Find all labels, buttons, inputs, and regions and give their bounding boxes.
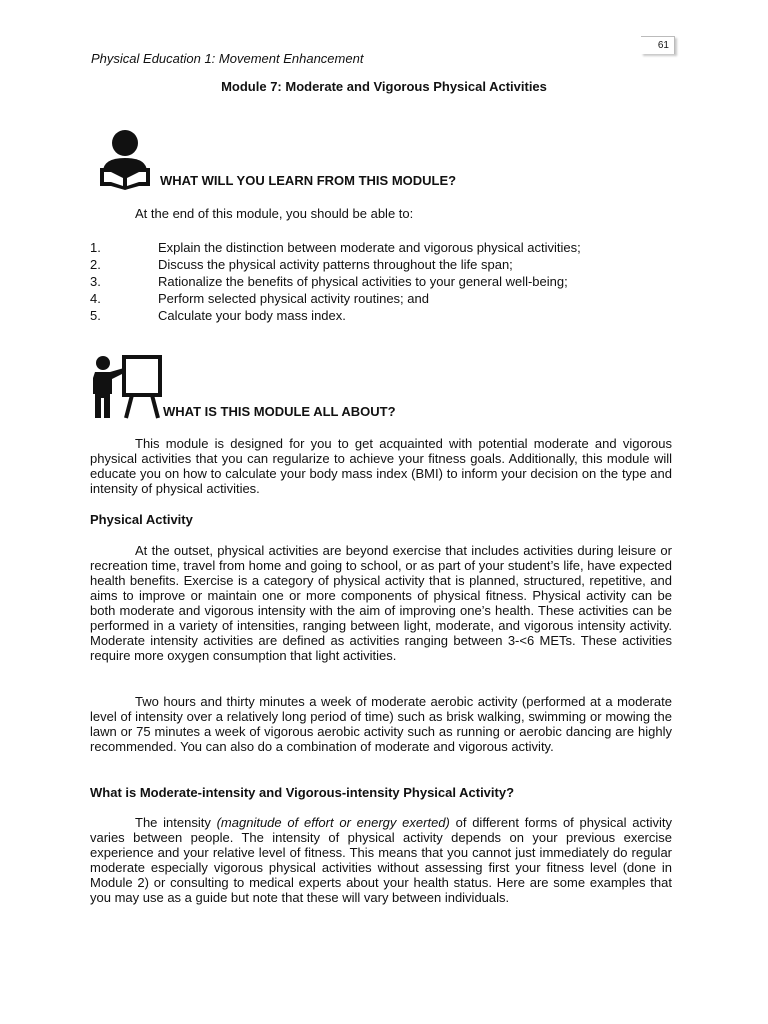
list-text: Perform selected physical activity routines; and bbox=[158, 291, 429, 306]
list-text: Calculate your body mass index. bbox=[158, 308, 346, 323]
list-text: Rationalize the benefits of physical activities to your general well-being; bbox=[158, 274, 568, 289]
list-item bbox=[90, 307, 670, 324]
section2-heading: WHAT IS THIS MODULE ALL ABOUT? bbox=[163, 404, 396, 419]
physical-activity-heading: Physical Activity bbox=[90, 512, 193, 527]
list-number: 4. bbox=[90, 291, 101, 306]
list-number: 2. bbox=[90, 257, 101, 272]
intensity-text-rest: of different forms of physical activity varies between people. The intensity of physical activity depends on your previous exercise experience and your relative level of fitness. This means that you cannot just immediately do regular moderate especially vigorous physical activities without assessing first your fitness level (done in Module 2) or consulting to medical experts about your health status. Here are some examples that you may use as a guide but note that these will vary between individuals. bbox=[90, 815, 672, 905]
intensity-heading: What is Moderate-intensity and Vigorous-intensity Physical Activity? bbox=[90, 785, 515, 800]
list-text: Explain the distinction between moderate and vigorous physical activities; bbox=[158, 240, 581, 255]
list-item bbox=[90, 239, 670, 256]
physical-activity-paragraph-1: At the outset, physical activities are beyond exercise that includes activities during leisure or recreation time, travel from home and going to school, or as part of your student’s life, have expected health benefits. Exercise is a category of physical activity that is planned, structured, repetitive, and aims to improve or maintain one or more components of physical fitness. Physical activity can be both moderate and vigorous intensity with the aim of improving one’s health. These activities can be performed in a variety of intensities, ranging between light, moderate, and vigorous intensity activity. Moderate intensity activities are defined as activities ranging between 3-<6 METs. These activities require more oxygen consumption that light activities. bbox=[90, 543, 672, 663]
list-number: 5. bbox=[90, 308, 101, 323]
list-item bbox=[90, 273, 670, 290]
list-item bbox=[90, 290, 670, 307]
list-text: Discuss the physical activity patterns throughout the life span; bbox=[158, 257, 513, 272]
objectives-intro: At the end of this module, you should be able to: bbox=[135, 206, 414, 221]
about-paragraph: This module is designed for you to get acquainted with potential moderate and vigorous physical activities that you can regularize to achieve your fitness goals. Additionally, this module will educate you on how to calculate your body mass index (BMI) to inform your decision on the type and intensity of physical activities. bbox=[90, 436, 672, 496]
module-title: Module 7: Moderate and Vigorous Physical Activities bbox=[221, 79, 547, 94]
reader-icon bbox=[97, 128, 155, 190]
running-header: Physical Education 1: Movement Enhancement bbox=[91, 51, 364, 66]
list-number: 1. bbox=[90, 240, 101, 255]
intensity-text-italic: (magnitude of effort or energy exerted) bbox=[216, 815, 450, 830]
list-number: 3. bbox=[90, 274, 101, 289]
intensity-paragraph bbox=[90, 815, 672, 905]
page-number: 61 bbox=[641, 36, 675, 54]
section1-heading: WHAT WILL YOU LEARN FROM THIS MODULE? bbox=[160, 173, 457, 188]
physical-activity-paragraph-2: Two hours and thirty minutes a week of moderate aerobic activity (performed at a moderate level of intensity over a relatively long period of time) such as brisk walking, swimming or mowing the lawn or 75 minutes a week of vigorous aerobic activity such as running or aerobic dancing are highly recommended. You can also do a combination of moderate and vigorous activity. bbox=[90, 694, 672, 754]
teacher-board-icon bbox=[90, 354, 164, 420]
objectives-list bbox=[90, 239, 670, 324]
intensity-text-start: The intensity bbox=[135, 815, 217, 830]
list-item bbox=[90, 256, 670, 273]
